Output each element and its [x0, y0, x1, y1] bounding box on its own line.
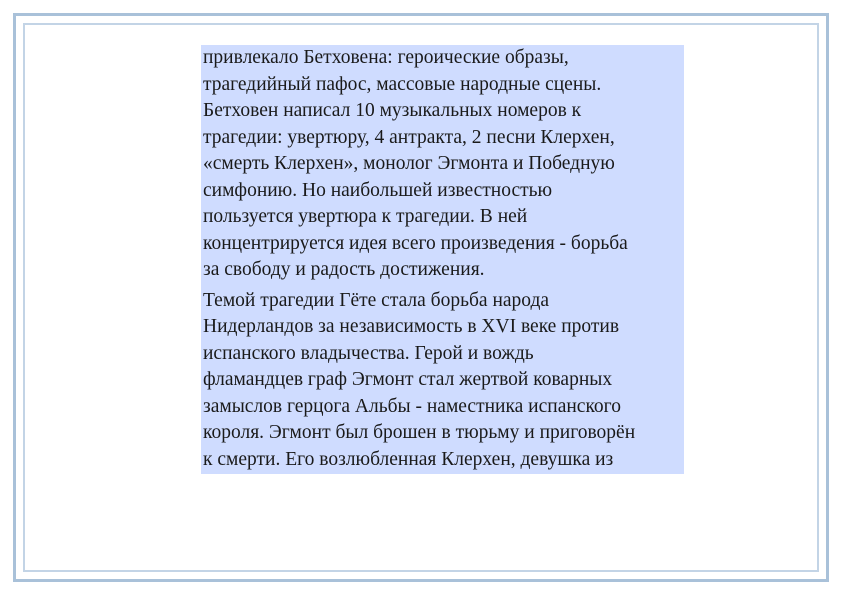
paragraph-1: привлекало Бетховена: героические образы, трагедийный пафос, массовые народные сцены. Бетховен написал 10 музыкальных номеров к трагедии: увертюру, 4 антракта, 2 песни Клерхен, «смерть Клерхен», монолог Эгмонта и Победную симфонию. Но наибольшей известностью пользуется увертюра к трагедии. В ней концентрируется идея всего произведения - борьба за свободу и радость достижения. [203, 47, 628, 280]
text-block [201, 45, 684, 474]
paragraph-2: Темой трагедии Гёте стала борьба народа Нидерландов за независимость в XVI веке против испанского владычества. Герой и вождь фламандцев граф Эгмонт стал жертвой коварных замыслов герцога Альбы - наместника испанского короля. Эгмонт был брошен в тюрьму и приговорён к смерти. Его возлюбленная Клерхен, девушка из [203, 289, 636, 470]
slide-frame [13, 13, 829, 582]
